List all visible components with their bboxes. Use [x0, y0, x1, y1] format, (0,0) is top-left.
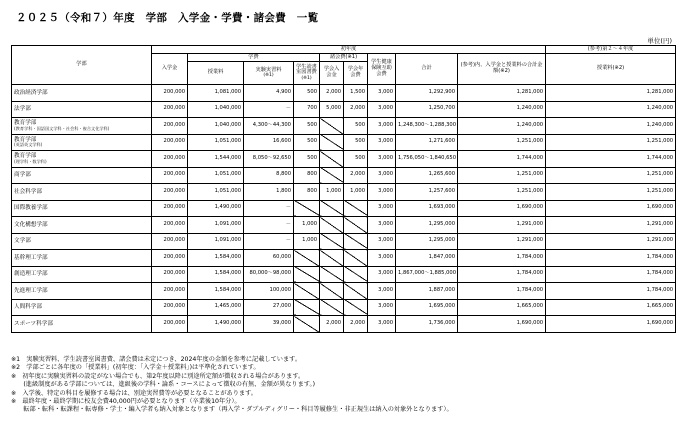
cell-entry: [320, 134, 344, 151]
cell-upper: 1,291,000: [546, 233, 676, 250]
table-row: [12, 217, 676, 234]
cell-practical: －: [244, 200, 294, 217]
cell-tuition: 1,490,000: [188, 316, 244, 333]
cell-health: 3,000: [368, 85, 396, 102]
department-name: 教育学部 (理学科・数学科): [12, 151, 152, 168]
cell-total: 1,265,600: [396, 167, 458, 184]
unit-label: 単位(円): [647, 37, 672, 45]
header-upper-tuition: 授業料(※2): [546, 54, 676, 85]
table-row: [12, 134, 676, 151]
cell-ref: 1,690,000: [458, 200, 546, 217]
department-name: 先進理工学部: [12, 283, 152, 300]
department-name: 国際教養学部: [12, 200, 152, 217]
footnotes: [11, 356, 691, 415]
footnote: ※2 学部ごとに各年度の「授業料」(初年度：「入学金＋授業料」)は平準化されています。: [11, 364, 260, 372]
cell-book: 800: [294, 167, 320, 184]
cell-tuition: 1,091,000: [188, 217, 244, 234]
cell-book: 700: [294, 101, 320, 118]
cell-annual: 500: [344, 118, 368, 135]
table-row: [12, 266, 676, 283]
table-row: [12, 233, 676, 250]
cell-book: [294, 200, 320, 217]
cell-admission: 200,000: [152, 299, 188, 316]
cell-book: 1,000: [294, 233, 320, 250]
cell-health: 3,000: [368, 167, 396, 184]
cell-book: [294, 250, 320, 267]
department-name: スポーツ科学部: [12, 316, 152, 333]
cell-book: 500: [294, 151, 320, 168]
footnote: ※1 実験実習料、学生読書室図書費、諸会費は未定につき、2024年度の金額を参考に記載しています。: [11, 356, 302, 363]
cell-upper: 1,240,000: [546, 118, 676, 135]
cell-upper: 1,744,000: [546, 151, 676, 168]
footnote: ※ 最終年度・最終学期に校友会費40,000円が必要となります（卒業後10年分）。: [11, 398, 241, 406]
cell-practical: 60,000: [244, 250, 294, 267]
cell-health: 3,000: [368, 217, 396, 234]
cell-annual: [344, 266, 368, 283]
cell-entry: [320, 151, 344, 168]
cell-ref: 1,744,000: [458, 151, 546, 168]
header-total: 合計: [396, 54, 458, 85]
table-row: [12, 184, 676, 201]
cell-health: 3,000: [368, 316, 396, 333]
cell-admission: 200,000: [152, 250, 188, 267]
cell-total: 1,295,000: [396, 233, 458, 250]
cell-health: 3,000: [368, 151, 396, 168]
cell-total: 1,847,000: [396, 250, 458, 267]
department-name: 政治経済学部: [12, 85, 152, 102]
cell-practical: 39,000: [244, 316, 294, 333]
footnote: ※ 初年度に実験実習料の設定がない場合でも、第2年度以降に別途所定額が徴収される場合があります。: [11, 372, 305, 380]
department-name: 人間科学部: [12, 299, 152, 316]
cell-entry: [320, 250, 344, 267]
cell-practical: 16,600: [244, 134, 294, 151]
cell-ref: 1,291,000: [458, 217, 546, 234]
cell-annual: 2,000: [344, 167, 368, 184]
cell-total: 1,248,300～1,288,300: [396, 118, 458, 135]
cell-upper: 1,784,000: [546, 250, 676, 267]
header-admission: 入学金: [152, 54, 188, 85]
cell-health: 3,000: [368, 299, 396, 316]
cell-book: [294, 266, 320, 283]
footnote: 転部・転科・転課程・転専修・学士・編入学者も納入対象となります（再入学・ダブルディグリー・科目等履修生・非正規生は納入の対象外となります）。: [11, 406, 453, 414]
table-row: [12, 316, 676, 333]
cell-upper: 1,291,000: [546, 217, 676, 234]
cell-upper: 1,784,000: [546, 283, 676, 300]
cell-admission: 200,000: [152, 266, 188, 283]
cell-admission: 200,000: [152, 184, 188, 201]
cell-tuition: 1,051,000: [188, 167, 244, 184]
cell-annual: 2,000: [344, 101, 368, 118]
cell-upper: 1,251,000: [546, 134, 676, 151]
cell-ref: 1,665,000: [458, 299, 546, 316]
cell-total: 1,756,050～1,840,650: [396, 151, 458, 168]
cell-annual: [344, 283, 368, 300]
department-name: 創造理工学部: [12, 266, 152, 283]
cell-tuition: 1,051,000: [188, 134, 244, 151]
cell-health: 3,000: [368, 118, 396, 135]
cell-book: 500: [294, 134, 320, 151]
cell-total: 1,295,000: [396, 217, 458, 234]
cell-ref: 1,251,000: [458, 184, 546, 201]
header-dues-entry: 学会入会金: [320, 62, 344, 85]
cell-health: 3,000: [368, 134, 396, 151]
cell-upper: 1,251,000: [546, 167, 676, 184]
footnote: ※ 入学後、特定の科目を履修する場合は、別途実習費等が必要となることがあります。: [11, 389, 257, 397]
cell-upper: 1,690,000: [546, 200, 676, 217]
cell-practical: －: [244, 217, 294, 234]
table-row: [12, 85, 676, 102]
cell-admission: 200,000: [152, 134, 188, 151]
table-row: [12, 151, 676, 168]
cell-book: 800: [294, 184, 320, 201]
header-dues-annual: 学会年会費: [344, 62, 368, 85]
cell-practical: 1,800: [244, 184, 294, 201]
cell-book: [294, 283, 320, 300]
cell-practical: 8,800: [244, 167, 294, 184]
table-row: [12, 200, 676, 217]
header-health-insurance: 学生健康保険互助会費: [368, 54, 396, 85]
cell-ref: 1,240,000: [458, 101, 546, 118]
table-row: [12, 101, 676, 118]
cell-admission: 200,000: [152, 101, 188, 118]
cell-ref: 1,281,000: [458, 85, 546, 102]
cell-annual: [344, 233, 368, 250]
cell-entry: [320, 118, 344, 135]
cell-ref: 1,240,000: [458, 118, 546, 135]
fees-table: [11, 45, 676, 333]
cell-upper: 1,281,000: [546, 85, 676, 102]
cell-total: 1,257,600: [396, 184, 458, 201]
department-name: 法学部: [12, 101, 152, 118]
cell-tuition: 1,040,000: [188, 118, 244, 135]
cell-tuition: 1,544,000: [188, 151, 244, 168]
cell-entry: [320, 283, 344, 300]
cell-health: 3,000: [368, 101, 396, 118]
cell-practical: 27,000: [244, 299, 294, 316]
cell-health: 3,000: [368, 200, 396, 217]
cell-admission: 200,000: [152, 200, 188, 217]
cell-tuition: 1,584,000: [188, 250, 244, 267]
cell-book: 1,000: [294, 217, 320, 234]
cell-tuition: 1,584,000: [188, 283, 244, 300]
cell-annual: [344, 250, 368, 267]
cell-ref: 1,690,000: [458, 316, 546, 333]
cell-admission: 200,000: [152, 118, 188, 135]
cell-book: [294, 316, 320, 333]
cell-entry: [320, 217, 344, 234]
cell-practical: －: [244, 101, 294, 118]
header-ref-total: (参考)内、入学金と授業料の合計金額(※2): [458, 54, 546, 85]
cell-admission: 200,000: [152, 316, 188, 333]
header-first-year: 初年度: [152, 46, 546, 54]
cell-admission: 200,000: [152, 85, 188, 102]
cell-practical: 8,050～92,650: [244, 151, 294, 168]
header-practical-fee: 実験実習料 (※1): [244, 62, 294, 85]
header-department: 学部: [12, 46, 152, 85]
cell-entry: 2,000: [320, 85, 344, 102]
cell-upper: 1,665,000: [546, 299, 676, 316]
cell-annual: [344, 200, 368, 217]
cell-admission: 200,000: [152, 233, 188, 250]
department-name: 教育学部 (教育学科・国語国文学科・社会科・複合文化学科): [12, 118, 152, 135]
table-row: [12, 250, 676, 267]
cell-entry: [320, 167, 344, 184]
cell-annual: 500: [344, 134, 368, 151]
cell-ref: 1,784,000: [458, 250, 546, 267]
department-name: 基幹理工学部: [12, 250, 152, 267]
table-row: [12, 283, 676, 300]
cell-ref: 1,251,000: [458, 167, 546, 184]
cell-entry: 5,000: [320, 101, 344, 118]
cell-entry: 2,000: [320, 316, 344, 333]
cell-ref: 1,291,000: [458, 233, 546, 250]
cell-total: 1,887,000: [396, 283, 458, 300]
cell-entry: [320, 299, 344, 316]
cell-upper: 1,784,000: [546, 266, 676, 283]
cell-health: 3,000: [368, 266, 396, 283]
department-name: 文化構想学部: [12, 217, 152, 234]
cell-tuition: 1,584,000: [188, 266, 244, 283]
cell-tuition: 1,040,000: [188, 101, 244, 118]
cell-admission: 200,000: [152, 217, 188, 234]
cell-ref: 1,251,000: [458, 134, 546, 151]
cell-practical: 80,000～98,000: [244, 266, 294, 283]
table-row: [12, 167, 676, 184]
cell-book: 500: [294, 118, 320, 135]
cell-upper: 1,240,000: [546, 101, 676, 118]
department-name: 社会科学部: [12, 184, 152, 201]
cell-total: 1,736,000: [396, 316, 458, 333]
cell-upper: 1,690,000: [546, 316, 676, 333]
department-name: 教育学部 (英語英文学科): [12, 134, 152, 151]
cell-total: 1,250,700: [396, 101, 458, 118]
cell-health: 3,000: [368, 233, 396, 250]
cell-practical: 4,900: [244, 85, 294, 102]
cell-entry: [320, 233, 344, 250]
cell-health: 3,000: [368, 250, 396, 267]
cell-annual: 500: [344, 151, 368, 168]
header-tuition: 授業料: [188, 62, 244, 85]
cell-annual: 1,000: [344, 184, 368, 201]
header-tuition-group: 学費: [188, 54, 320, 62]
page-title: ２０２５（令和７）年度 学部 入学金・学費・諸会費 一覧: [16, 12, 319, 24]
cell-tuition: 1,465,000: [188, 299, 244, 316]
cell-admission: 200,000: [152, 167, 188, 184]
cell-total: 1,292,900: [396, 85, 458, 102]
cell-entry: [320, 266, 344, 283]
cell-practical: －: [244, 233, 294, 250]
department-name: 商学部: [12, 167, 152, 184]
table-row: [12, 118, 676, 135]
cell-tuition: 1,091,000: [188, 233, 244, 250]
footnote: (進級制度がある学部については、進級後の学科・論系・コースによって徴収の有無、金額が異なります。): [11, 381, 315, 389]
cell-practical: 4,300～44,300: [244, 118, 294, 135]
header-dues-group: 諸会費(※1): [320, 54, 368, 62]
cell-entry: 1,000: [320, 184, 344, 201]
cell-tuition: 1,081,000: [188, 85, 244, 102]
cell-book: [294, 299, 320, 316]
cell-total: 1,693,000: [396, 200, 458, 217]
cell-annual: 1,500: [344, 85, 368, 102]
cell-tuition: 1,051,000: [188, 184, 244, 201]
cell-total: 1,867,000～1,885,000: [396, 266, 458, 283]
cell-annual: 2,000: [344, 316, 368, 333]
header-book-fee: 学生読書室図書費 (※1): [294, 62, 320, 85]
cell-annual: [344, 299, 368, 316]
department-name: 文学部: [12, 233, 152, 250]
cell-ref: 1,784,000: [458, 283, 546, 300]
cell-practical: 100,000: [244, 283, 294, 300]
cell-tuition: 1,490,000: [188, 200, 244, 217]
cell-admission: 200,000: [152, 283, 188, 300]
cell-health: 3,000: [368, 184, 396, 201]
cell-total: 1,695,000: [396, 299, 458, 316]
cell-ref: 1,784,000: [458, 266, 546, 283]
cell-book: 500: [294, 85, 320, 102]
cell-annual: [344, 217, 368, 234]
header-upper-years: (参考)第２～４年度: [546, 46, 676, 54]
cell-entry: [320, 200, 344, 217]
cell-admission: 200,000: [152, 151, 188, 168]
table-row: [12, 299, 676, 316]
cell-upper: 1,251,000: [546, 184, 676, 201]
cell-total: 1,271,600: [396, 134, 458, 151]
cell-health: 3,000: [368, 283, 396, 300]
